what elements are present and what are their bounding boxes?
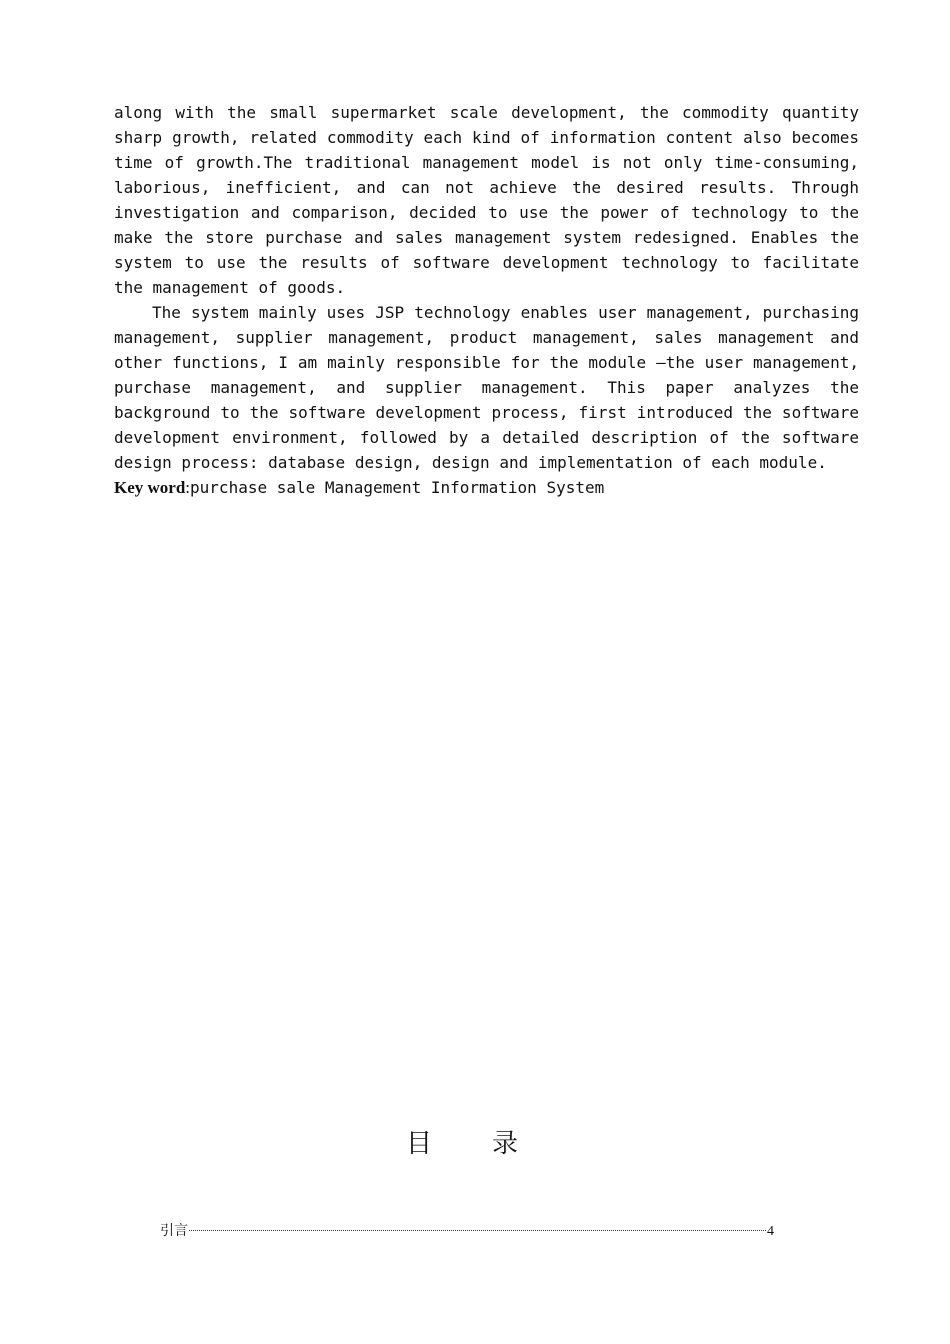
keywords-label: Key word [114, 478, 186, 497]
english-abstract [114, 100, 859, 500]
toc-entry[interactable] [160, 1220, 774, 1243]
toc-entry-label: 引言 [160, 1223, 188, 1239]
keywords-line [114, 475, 859, 500]
toc-title: 目录 [405, 1129, 578, 1159]
keywords-value: purchase sale Management Information System [190, 478, 605, 497]
toc-entry-page-number: 4 [767, 1224, 774, 1239]
abstract-paragraph-1: along with the small supermarket scale development, the commodity quantity sharp growth, related commodity each kind of information content also becomes time of growth.The traditional management model is not only time-consuming, laborious, inefficient, and can not achieve the desired results. Through investigation and comparison, decided to use the power of technology to the make the store purchase and sales management system redesigned. Enables the system to use the results of software development technology to facilitate the management of goods. [114, 103, 859, 297]
abstract-paragraph-2: The system mainly uses JSP technology enables user management, purchasing management, supplier management, product management, sales management and other functions, I am mainly responsible for the module —the user management, purchase management, and supplier management. This paper analyzes the background to the software development process, first introduced the software development environment, followed by a detailed description of the software design process: database design, design and implementation of each module. [114, 303, 859, 472]
toc-dot-leader [189, 1230, 766, 1231]
keywords-separator: : [185, 478, 191, 497]
